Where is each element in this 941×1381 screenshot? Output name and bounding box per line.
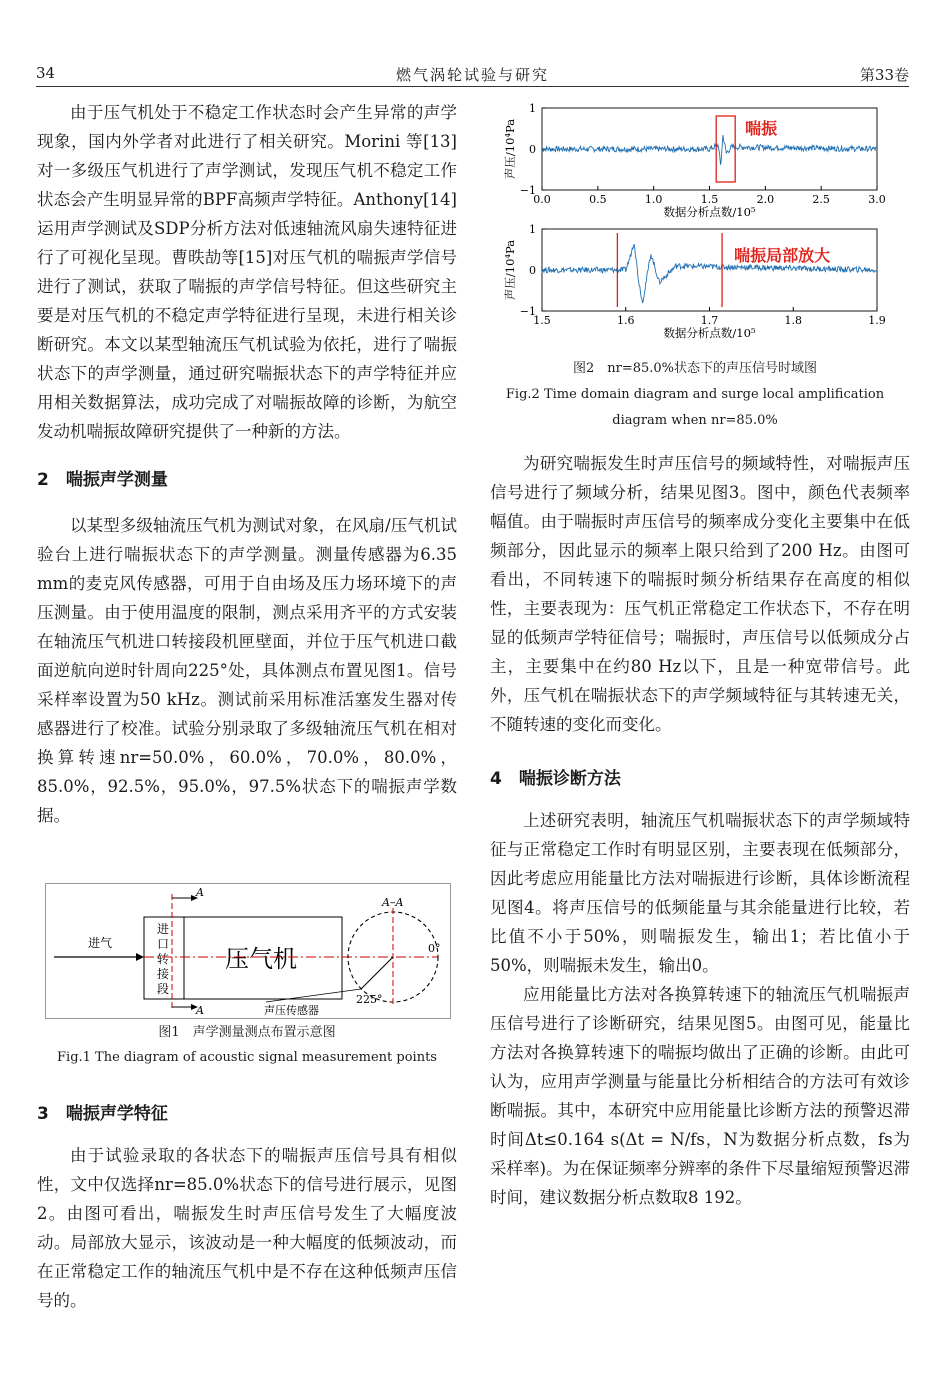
volume-label: 第33卷 [859, 66, 909, 84]
figure-1-caption-cn: 图1 声学测量测点布置示意图 [158, 1025, 336, 1040]
y-tick-label-1-2: −1 [519, 305, 536, 318]
compressor-label: 压气机 [225, 945, 297, 973]
section-2-paragraph: 以某型多级轴流压气机为测试对象，在风扇/压气机试验台上进行喘振状态下的声学测量。测量传感器为6.35 mm的麦克风传感器，可用于自由场及压力场环境下的声压测量。由于使用温度的限制，测点采用齐平的方式安装在轴流压气机进口转接段机匣壁面，并位于压气机进口截面逆航向逆时针周向225°处，具体测点布置见图1。信号采样率设置为50 kHz。测试前采用标准活塞发生器对传感器进行了校准。试验分别录取了多级轴流压气机在相对换算转速nr=50.0%，60.0%，70.0%，80.0%，85.0%，92.5%，95.0%，97.5%状态下的喘振声学数据。 [37, 516, 457, 825]
x-tick-label-0-6: 3.0 [868, 193, 886, 206]
page-number: 34 [36, 64, 56, 82]
section-4-heading: 4 喘振诊断方法 [490, 769, 621, 789]
y-tick-label-1-0: 1 [529, 223, 536, 236]
section-2-heading: 2 喘振声学测量 [37, 470, 168, 490]
y-tick-label-0-0: 1 [529, 102, 536, 115]
x-tick-label-0-5: 2.5 [812, 193, 830, 206]
y-tick-label-0-1: 0 [529, 143, 536, 156]
adapter-char-3: 转 [156, 952, 170, 966]
section-3-heading: 3 喘振声学特征 [37, 1104, 168, 1124]
figure-2-caption-cn: 图2 nr=85.0%状态下的声压信号时域图 [572, 361, 818, 376]
y-tick-label-0-2: −1 [519, 184, 536, 197]
section-4-paragraph-1: 上述研究表明，轴流压气机喘振状态下的声学频域特征与正常稳定工作时有明显区别，主要表现在低频部分，因此考虑应用能量比方法对喘振进行诊断，具体诊断流程见图4。将声压信号的低频能量与其余能量进行比较，若比值不小于50%，则喘振发生，输出1；若比值小于50%，则喘振未发生，输出0。 [490, 811, 910, 975]
left-column [37, 98, 457, 830]
adapter-char-2: 口 [156, 937, 170, 951]
figure-1-diagram [46, 884, 450, 1018]
y-tick-label-1-1: 0 [529, 264, 536, 277]
x-tick-label-1-4: 1.9 [868, 314, 886, 327]
x-tick-label-0-3: 1.5 [700, 193, 719, 206]
left-column-lower [37, 1100, 457, 1315]
x-tick-label-0-0: 0.0 [533, 193, 551, 206]
section-a-bottom: A [196, 1004, 204, 1017]
journal-title: 燃气涡轮试验与研究 [395, 66, 549, 84]
figure-1 [45, 883, 451, 1019]
adapter-char-4: 接 [156, 967, 170, 981]
angle-225-label: 225° [356, 993, 383, 1006]
angle-0-label: 0° [428, 942, 441, 955]
x-tick-label-0-2: 1.0 [644, 193, 663, 206]
inlet-label: 进气 [88, 936, 113, 950]
sensor-label: 声压传感器 [264, 1004, 319, 1017]
x-tick-label-0-1: 0.5 [589, 193, 607, 206]
section-a-top: A [196, 886, 204, 899]
signal-line-0 [542, 135, 877, 165]
figure-2-caption-en-2: diagram when nr=85.0% [612, 413, 778, 428]
section-3-paragraph: 由于试验录取的各状态下的喘振声压信号具有相似性，文中仅选择nr=85.0%状态下的信号进行展示，见图2。由图可看出，喘振发生时声压信号发生了大幅度波动。局部放大显示，该波动是一种大幅度的低频波动，而在正常稳定工作的轴流压气机中是不存在这种低频声压信号的。 [37, 1146, 457, 1310]
figure-1-caption-en: Fig.1 The diagram of acoustic signal measurement points [57, 1050, 437, 1065]
x-tick-label-0-4: 2.0 [756, 193, 775, 206]
right-column [490, 449, 910, 1212]
figure-2-caption-en-1: Fig.2 Time domain diagram and surge local amplification [505, 387, 885, 402]
running-header [36, 60, 909, 87]
x-tick-label-1-0: 1.5 [533, 314, 551, 327]
x-tick-label-1-3: 1.8 [784, 314, 802, 327]
adapter-char-5: 段 [156, 982, 170, 996]
intro-paragraph: 由于压气机处于不稳定工作状态时会产生异常的声学现象，国内外学者对此进行了相关研究。Morini 等[13]对一多级压气机进行了声学测试，发现压气机不稳定工作状态会产生明显异常的BPF高频声学特征。Anthony[14]运用声学测试及SDP分析方法对低速轴流风扇失速特征进行了可视化呈现。曹昳劼等[15]对压气机的喘振声学信号进行了测试，获取了喘振的声学信号特征。但这些研究主要是对压气机的不稳定声学特征进行呈现，未进行相关诊断研究。本文以某型轴流压气机试验为依托，进行了喘振状态下的声学测量，通过研究喘振状态下的声学特征并应用相关数据算法，成功完成了对喘振故障的诊断，为航空发动机喘振故障研究提供了一种新的方法。 [37, 103, 457, 441]
frequency-paragraph: 为研究喘振发生时声压信号的频域特性，对喘振声压信号进行了频域分析，结果见图3。图中，颜色代表频率幅值。由于喘振时声压信号的频率成分变化主要集中在低频部分，因此显示的频率上限只给到了200 Hz。由图可看出，不同转速下的喘振时频分析结果存在高度的相似性，主要表现为：压气机正常稳定工作状态下，不存在明显的低频声学特征信号；喘振时，声压信号以低频成分占主，主要集中在约80 Hz以下，且是一种宽带信号。此外，压气机在喘振状态下的声学频域特征与其转速无关，不随转速的变化而变化。 [490, 454, 910, 734]
y-axis-label-0: 声压/10⁴Pa [503, 118, 517, 180]
section-4-paragraph-2: 应用能量比方法对各换算转速下的轴流压气机喘振声压信号进行了诊断研究，结果见图5。由图可见，能量比方法对各换算转速下的喘振均做出了正确的诊断。由此可认为，应用声学测量与能量比分析相结合的方法可有效诊断喘振。其中，本研究中应用能量比诊断方法的预警迟滞时间Δt≤0.164 s(Δt = N/fs，N为数据分析点数，fs为采样率)。为在保证频率分辨率的条件下尽量缩短预警迟滞时间，建议数据分析点数取8 192。 [490, 985, 910, 1207]
surge-annotation: 喘振 [745, 119, 778, 138]
zoom-annotation: 喘振局部放大 [734, 246, 831, 265]
x-axis-label-1: 数据分析点数/10⁵ [663, 326, 756, 340]
figure-2 [490, 98, 900, 348]
adapter-char-1: 进 [156, 922, 170, 936]
x-axis-label-0: 数据分析点数/10⁵ [663, 205, 756, 219]
y-axis-label-1: 声压/10⁴Pa [503, 239, 517, 301]
figure-2-charts [490, 98, 900, 348]
x-tick-label-1-1: 1.6 [617, 314, 635, 327]
x-tick-label-1-2: 1.7 [700, 314, 719, 327]
section-aa-label: A–A [382, 896, 404, 909]
